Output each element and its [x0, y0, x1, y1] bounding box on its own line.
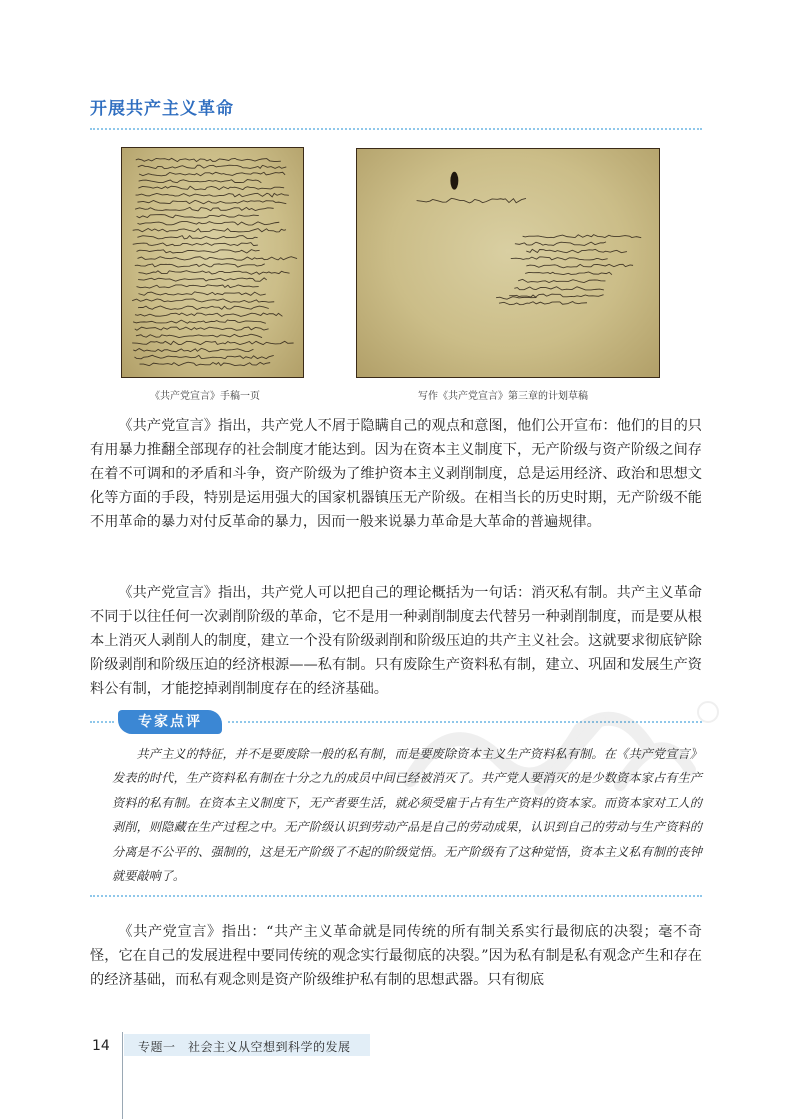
section-title: 开展共产主义革命 [90, 99, 234, 119]
expert-divider-right [228, 721, 702, 723]
paragraph-1: 《共产党宣言》指出，共产党人不屑于隐瞒自己的观点和意图，他们公开宣布：他们的目的只有用暴力推翻全部现存的社会制度才能达到。因为在资本主义制度下，无产阶级与资产阶级之间存在着不可调和的矛盾和斗争，资产阶级为了维护资本主义剥削制度，总是运用经济、政治和思想文化等方面的手段，特别是运用强大的国家机器镇压无产阶级。在相当长的历史时期，无产阶级不能不用革命的暴力对付反革命的暴力，因而一般来说暴力革命是大革命的普遍规律。 [90, 418, 702, 530]
expert-bottom-divider [90, 895, 702, 897]
expert-divider-left [90, 721, 114, 723]
footer-divider [122, 1032, 123, 1119]
draft-plan-caption: 写作《共产党宣言》第三章的计划草稿 [418, 391, 588, 402]
footer-chapter-title: 专题一 社会主义从空想到科学的发展 [138, 1040, 351, 1054]
page-number: 14 [92, 1038, 110, 1054]
paragraph-2: 《共产党宣言》指出，共产党人可以把自己的理论概括为一句话：消灭私有制。共产主义革命不同于以往任何一次剥削阶级的革命，它不是用一种剥削制度去代替另一种剥削制度，而是要从根本上消灭人剥削人的制度，建立一个没有阶级剥削和阶级压迫的共产主义社会。这就要求彻底铲除阶级剥削和阶级压迫的经济根源——私有制。只有废除生产资料私有制，建立、巩固和发展生产资料公有制，才能挖掉剥削制度存在的经济基础。 [90, 585, 702, 697]
paragraph-3: 《共产党宣言》指出：“共产主义革命就是同传统的所有制关系实行最彻底的决裂；毫不奇怪，它在自己的发展进程中要同传统的观念实行最彻底的决裂。”因为私有制是私有观念产生和存在的经济基础，而私有观念则是资产阶级维护私有制的思想武器。只有彻底 [90, 924, 702, 988]
manuscript-photo [121, 147, 304, 378]
expert-comment-label: 专家点评 [118, 710, 222, 734]
expert-comment-text: 共产主义的特征，并不是要废除一般的私有制，而是要废除资本主义生产资料私有制。在《共产党宣言》发表的时代，生产资料私有制在十分之九的成员中间已经被消灭了。共产党人要消灭的是少数资本家占有生产资料的私有制。在资本主义制度下，无产者要生活，就必须受雇于占有生产资料的资本家。而资本家对工人的剥削，则隐藏在生产过程之中。无产阶级认识到劳动产品是自己的劳动成果，认识到自己的劳动与生产资料的分离是不公平的、强制的，这是无产阶级了不起的阶级觉悟。无产阶级有了这种觉悟，资本主义私有制的丧钟就要敲响了。 [112, 747, 702, 884]
draft-plan-photo [356, 148, 660, 378]
manuscript-caption: 《共产党宣言》手稿一页 [150, 391, 260, 402]
section-divider [90, 128, 702, 130]
